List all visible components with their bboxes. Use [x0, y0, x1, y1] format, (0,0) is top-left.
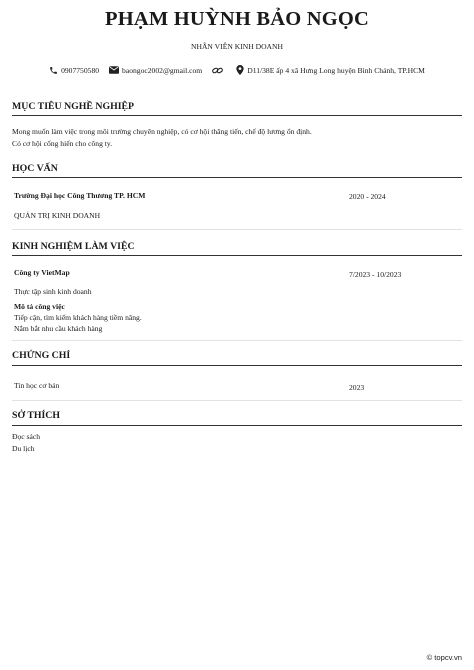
address-text: D11/38E ấp 4 xã Hưng Long huyện Bình Chánh, TP.HCM: [247, 65, 425, 75]
mail-icon: [109, 66, 119, 74]
education-bottom-line: [12, 229, 462, 230]
certificate-name: Tin học cơ bản: [14, 381, 60, 390]
certificate-year: 2023: [349, 383, 365, 392]
job-title: NHÂN VIÊN KINH DOANH: [190, 42, 284, 51]
contact-address: [236, 65, 425, 75]
phone-text: 0907750580: [61, 65, 100, 75]
certificates-title: CHỨNG CHỈ: [12, 350, 71, 361]
experience-title: KINH NGHIỆM LÀM VIỆC: [12, 241, 135, 252]
contact-phone: [49, 66, 99, 75]
experience-position: Thực tập sinh kinh doanh: [14, 287, 92, 296]
objective-title: MỤC TIÊU NGHỀ NGHIỆP: [12, 101, 135, 112]
contact-link: [212, 66, 226, 75]
certificates-bottom-line: [12, 400, 462, 401]
location-icon: [236, 65, 244, 75]
experience-desc-line-2: Nắm bắt nhu cầu khách hàng: [14, 324, 103, 333]
education-period: 2020 - 2024: [349, 192, 386, 201]
experience-desc-line-1: Tiếp cận, tìm kiếm khách hàng tiềm năng.: [14, 313, 142, 322]
experience-bottom-line: [12, 340, 462, 341]
education-major: QUẢN TRỊ KINH DOANH: [14, 211, 101, 220]
copyright-icon: ©: [426, 653, 433, 662]
education-divider: [12, 177, 462, 178]
experience-desc-title: Mô tả công việc: [14, 302, 65, 311]
education-title: HỌC VẤN: [12, 163, 58, 174]
hobby-item: Đọc sách: [12, 432, 41, 441]
hobbies-divider: [12, 425, 462, 426]
experience-period: 7/2023 - 10/2023: [349, 270, 402, 279]
footer-text: topcv.vn: [434, 653, 462, 662]
link-icon: [212, 66, 223, 75]
objective-line-2: Có cơ hội cống hiến cho công ty.: [12, 139, 113, 148]
footer-brand[interactable]: [427, 653, 462, 662]
certificates-divider: [12, 365, 462, 366]
contact-bar: [0, 65, 474, 75]
contact-email: [109, 66, 202, 75]
phone-icon: [49, 66, 58, 75]
education-school: Trường Đại học Công Thương TP. HCM: [14, 191, 146, 200]
objective-line-1: Mong muốn làm việc trong môi trường chuyên nghiệp, có cơ hội thăng tiến, chế độ lương ổn định.: [12, 127, 312, 136]
email-text: baongoc2002@gmail.com: [122, 65, 203, 75]
candidate-name: PHẠM HUỲNH BẢO NGỌC: [104, 8, 370, 30]
hobbies-title: SỞ THÍCH: [12, 410, 61, 421]
hobby-item: Du lịch: [12, 444, 35, 453]
objective-divider: [12, 115, 462, 116]
experience-divider: [12, 255, 462, 256]
experience-company: Công ty VietMap: [14, 268, 70, 277]
